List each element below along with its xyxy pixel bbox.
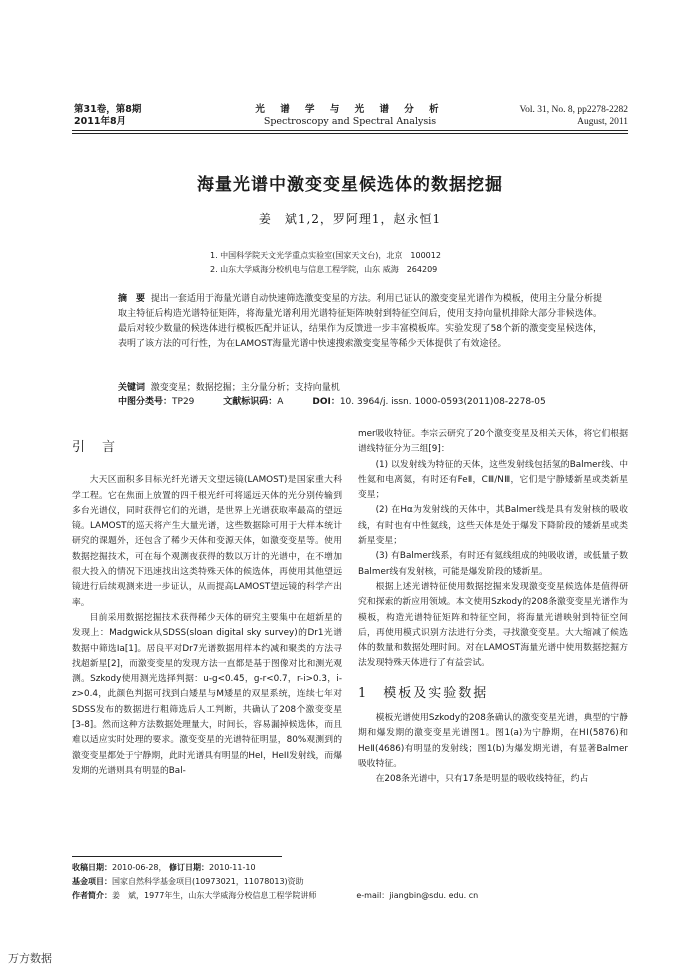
volume-issue-cn: 第31卷，第8期 bbox=[74, 104, 142, 115]
right-column bbox=[358, 427, 628, 788]
keywords-label: 关键词 bbox=[118, 383, 146, 393]
header-rule-thin bbox=[72, 133, 628, 134]
right-paragraph-1: 根据上述光谱特征使用数据挖掘来发现激变变星候选体是值得研究和探索的新应用领域。本文使用Szkody的208条激变变星光谱作为模板，构造光谱特征矩阵和特征空间，将海量光谱映射到特征空间后，再使用模式识别方法进行分类，寻找激变变星。大大缩减了候选体的数量和数据处理时间。对在LAMOST海量光谱中使用数据挖掘方法发现特殊天体进行了有益尝试。 bbox=[358, 581, 628, 669]
right-paragraph-3: 在208条光谱中，只有17条是明显的吸收线特征，约占 bbox=[375, 774, 589, 785]
revised-label: 修订日期： bbox=[169, 863, 210, 872]
footnote-rule bbox=[72, 856, 282, 857]
author-list: 姜 斌1,2，罗阿理1，赵永恒1 bbox=[258, 212, 442, 226]
paper-title: 海量光谱中激变变星候选体的数据挖掘 bbox=[197, 175, 503, 195]
affiliation-1: 1. 中国科学院天文光学重点实验室(国家天文台)，北京 100012 bbox=[210, 251, 441, 260]
journal-name-en: Spectroscopy and Spectral Analysis bbox=[263, 116, 437, 127]
intro-paragraph-2: 目前采用数据挖掘技术获得稀少天体的研究主要集中在超新星的发现上：Madgwick从SDSS(sloan digital sky survey)的Dr1光谱数据中筛选Ia[1]。居良平对Dr7光谱数据用样本约减和聚类的方法寻找超新星[2]，而激变变星的发现方法一直都是基于图像对比和测光观测。Szkody使用测光选择判据：u-g<0.45，g-r<0.7，r-i>0.3，i-z>0.4，此颜色判据可找到白矮星与M矮星的双星系统，连续七年对SDSS发布的数据进行粗筛选后人工判断，共确认了208个激变变星[3-8]。然而这种方法数据处理量大，时间长，容易漏掉候选体，而且难以适应实时处理的要求。激变变星的光谱特征明显，80%观测到的激变变星都处于宁静期，此时光谱具有明显的HeI，HeII发射线，而爆发期的光谱则具有明显的Bal- bbox=[72, 612, 342, 776]
clc-value: TP29 bbox=[172, 397, 195, 407]
fund-label: 基金项目： bbox=[72, 877, 112, 886]
journal-volume-en bbox=[519, 104, 628, 128]
bio-label: 作者简介： bbox=[72, 891, 112, 900]
keywords-block bbox=[118, 381, 602, 409]
section-introduction-heading: 引 言 bbox=[72, 440, 118, 455]
header-rule bbox=[72, 130, 628, 131]
section-1-heading: 1 模板及实验数据 bbox=[358, 685, 489, 701]
abstract-text: 提出一套适用于海量光谱自动快速筛选激变变星的方法。利用已证认的激变变星光谱作为模板，使用主分量分析提取主特征后构造光谱特征矩阵，将海量光谱利用光谱特征矩阵映射到特征空间后，使用支持向量机排除大部分非候选体。最后对较少数量的候选体进行模板匹配并证认，结果作为反馈进一步丰富模板库。实验发现了58个新的激变变星候选体，表明了该方法的可行性，为在LAMOST海量光谱中快速搜索激变变星等稀少天体提供了有效途径。 bbox=[118, 294, 602, 349]
abstract bbox=[118, 292, 602, 352]
volume-pages-en: Vol. 31, No. 8, pp2278-2282 bbox=[519, 105, 628, 115]
right-paragraph-2: 模板光谱使用Szkody的208条确认的激变变星光谱，典型的宁静期和爆发期的激变变星光谱图1。图1(a)为宁静期，在HⅠ(5876)和HeⅡ(4686)有明显的发射线；图1(b)为爆发期光谱，有显著Balmer吸收特征。 bbox=[358, 713, 628, 769]
abstract-label: 摘 要 bbox=[118, 294, 146, 304]
footnotes bbox=[72, 861, 628, 903]
revised-date: 2010-11-10 bbox=[209, 863, 256, 872]
bio-text: 姜 斌，1977年生，山东大学威海分校信息工程学院讲师 bbox=[112, 891, 317, 900]
fund-text: 国家自然科学基金项目(10973021，11078013)资助 bbox=[112, 877, 304, 886]
doi-value: 10. 3964/j. issn. 1000-0593(2011)08-2278-05 bbox=[339, 397, 546, 407]
affiliations bbox=[210, 249, 441, 277]
date-en: August, 2011 bbox=[577, 117, 628, 127]
feature-item-3: (3) 有Balmer线系，有时还有氦线组成的纯吸收谱，或低量子数Balmer线有发射核，可能是爆发阶段的矮新星。 bbox=[358, 551, 628, 577]
author-email: e-mail：jiangbin@sdu. edu. cn bbox=[356, 891, 479, 900]
doc-code-value: A bbox=[277, 397, 284, 407]
keywords-text: 激变变星；数据挖掘；主分量分析；支持向量机 bbox=[150, 383, 340, 393]
doc-code-label: 文献标识码： bbox=[223, 397, 278, 407]
clc-label: 中图分类号： bbox=[118, 397, 173, 407]
affiliation-2: 2. 山东大学威海分校机电与信息工程学院，山东 威海 264209 bbox=[210, 265, 438, 274]
journal-name-cn: 光 谱 学 与 光 谱 分 析 bbox=[255, 104, 445, 115]
feature-item-2: (2) 在Hα为发射线的天体中，其Balmer线是具有发射核的吸收线，有时也有中性氦线，这些天体是处于爆发下降阶段的矮新星或类新星变星； bbox=[358, 505, 628, 547]
doi-label: DOI： bbox=[312, 397, 340, 407]
right-paragraph-0: mer吸收特征。李宗云研究了20个激变变星及相关天体，将它们根据谱线特征分为三组[9]： bbox=[358, 429, 628, 455]
date-cn: 2011年8月 bbox=[74, 116, 127, 127]
feature-item-1: (1) 以发射线为特征的天体，这些发射线包括氢的Balmer线、中性氦和电离氦，有时还有FeⅡ，CⅢ/NⅢ，它们是宁静矮新星或类新星变星； bbox=[358, 459, 628, 501]
journal-name bbox=[240, 104, 460, 128]
received-label: 收稿日期： bbox=[72, 863, 112, 872]
watermark: 万方数据 bbox=[8, 952, 52, 965]
left-column bbox=[72, 440, 342, 779]
intro-paragraph-1: 大天区面积多目标光纤光谱天文望远镜(LAMOST)是国家重大科学工程。它在焦面上放置的四千根光纤可将遥远天体的光分别传输到多台光谱仪，同时获得它们的光谱，是世界上光谱获取率最高的望远镜。LAMOST的巡天将产生大量光谱，这些数据除可用于大样本统计研究的课题外，还包含了稀少天体和变源天体，如激变变星等。使用数据挖掘技术，可在每个观测夜获得的数以万计的光谱中，在不增加很大投入的情况下迅速找出这类特殊天体的候选体，再使用其他望远镜进行后续观测来进一步证认，从而提高LAMOST望远镜的科学产出率。 bbox=[72, 475, 342, 608]
received-date: 2010-06-28， bbox=[112, 863, 167, 872]
journal-volume-cn bbox=[74, 104, 141, 128]
